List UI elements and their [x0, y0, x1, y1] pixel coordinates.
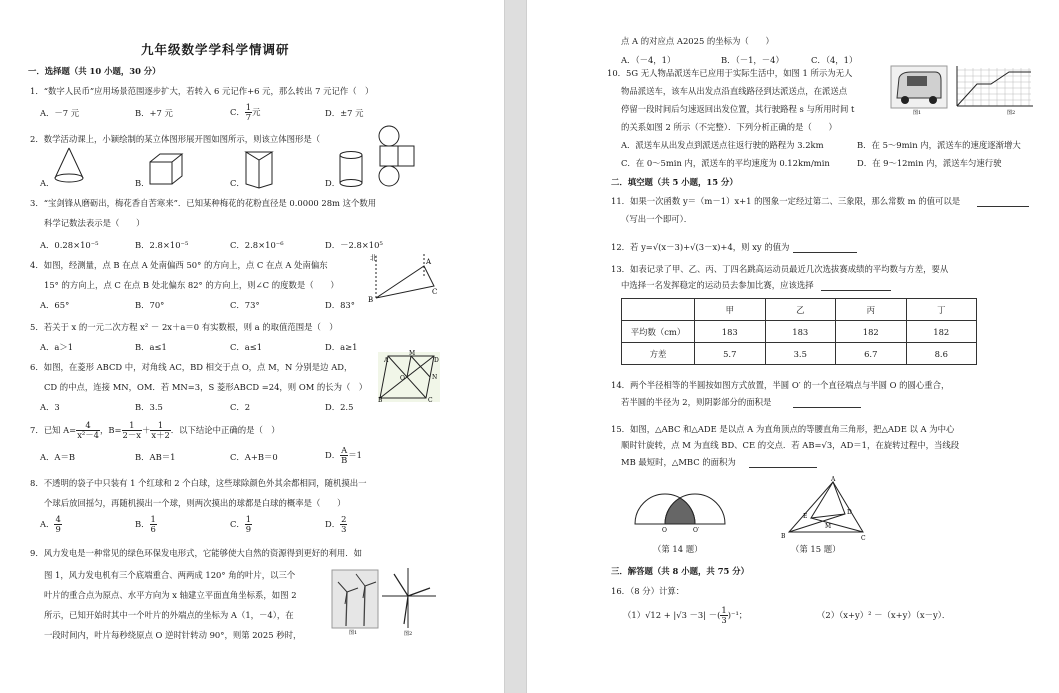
- q4-line1: 4．如图，经测量，点 B 在点 A 处南偏西 50° 的方向上，点 C 在点 A 处南偏东: [30, 260, 328, 270]
- q4-option-a: A．65°: [40, 300, 70, 310]
- q9-line1: 9．风力发电是一种常见的绿色环保发电形式，它能够使大自然的资源得到更好的利用．如: [30, 548, 362, 558]
- q10-vehicle-photo: [891, 66, 947, 114]
- q15-fig-a-label: A: [831, 476, 836, 483]
- q13-line1: 13．如表记录了甲、乙、丙、丁四名跳高运动员最近几次选拔赛成绩的平均数与方差，要从: [611, 264, 949, 274]
- q9-option-b: B．（－1，－4）: [721, 55, 784, 65]
- q6-fig-o-label: O: [400, 375, 405, 382]
- q14-figure-caption: （第 14 题）: [653, 544, 703, 554]
- page-gap: [504, 0, 527, 693]
- q15-line3: MB 最短时，△MBC 的面积为: [621, 457, 736, 467]
- q10-option-d: D．在 9～12min 内，派送车匀速行驶: [857, 158, 1002, 168]
- q8-option-b: B． $\frac{1}{6}$: [135, 514, 156, 534]
- q3-option-c: C．2.8×10⁻⁶: [230, 240, 284, 250]
- q9-line4: 所示，已知开始时其中一个叶片的外端点的坐标为 A（1，－4），在: [44, 610, 294, 620]
- q10-fig1-label: 图1: [913, 110, 922, 116]
- table-header-cell: 丁: [906, 299, 977, 321]
- q7-option-c: C．A+B＝0: [230, 452, 278, 462]
- q5-option-b: B．a≤1: [135, 342, 167, 352]
- q10-line2: 物品派送车，该车从出发点沿直线路径到达派送点，在派送点: [621, 86, 848, 96]
- q11-line1: 11．如果一次函数 y＝（m－1）x+1 的图象一定经过第二、三象限，那么常数 m 的值可以是: [611, 196, 961, 206]
- q9-line2: 图 1，风力发电机有三个底端重合、两两成 120° 角的叶片，以三个: [44, 570, 296, 580]
- q2-stem: 2．数学活动课上，小颖绘制的某立体图形展开图如图所示，则该立体图形是（: [30, 134, 321, 144]
- q2-net-figure: [376, 124, 416, 188]
- table-cell: 183: [765, 321, 836, 343]
- q10-line4: 的关系如图 2 所示（不完整）．下列分析正确的是（ ）: [621, 122, 837, 132]
- q14-line2: 若半圆的半径为 2，则阴影部分的面积是: [621, 397, 772, 407]
- q2-option-a: A．: [40, 178, 55, 188]
- q4-line2: 15° 的方向上，点 C 在点 B 处北偏东 82° 的方向上，则∠C 的度数是（ ）: [44, 280, 339, 290]
- q3-option-d: D．－2.8×10⁵: [325, 240, 383, 250]
- table-cell: 方差: [622, 343, 695, 365]
- q2-cylinder-icon: [338, 150, 364, 190]
- q5-option-d: D．a≥1: [325, 342, 358, 352]
- q9-turbine-photo: [332, 570, 378, 634]
- q10-distance-time-graph: [951, 64, 1035, 116]
- q8-option-d: D． $\frac{2}{3}$: [325, 514, 347, 534]
- q4-fig-c-label: C: [432, 288, 438, 296]
- q9-option-c: C．（4，1）: [811, 55, 858, 65]
- q10-option-c: C．在 0～5min 内，派送车的平均速度为 0.12km/min: [621, 158, 830, 168]
- q16-part1: （1）√12 + |√3 －3| －( $\frac{1}{3}$ )⁻¹；: [623, 605, 748, 625]
- q11-answer-blank: [977, 206, 1029, 207]
- q5-stem: 5．若关于 x 的一元二次方程 x² － 2x＋a＝0 有实数根，则 a 的取值范围是（ ）: [30, 322, 338, 332]
- q14-answer-blank: [793, 407, 861, 408]
- table-cell: 182: [836, 321, 907, 343]
- section-choice-heading: 一．选择题（共 10 小题，30 分）: [28, 66, 161, 76]
- q3-line2: 科学记数法表示是（ ）: [44, 218, 145, 228]
- q6-line2: CD 的中点，连接 MN，OM．若 MN=3，S 菱形ABCD =24，则 OM 的长为（ ）: [44, 382, 368, 392]
- q6-fig-m-label: M: [409, 350, 416, 357]
- q4-option-d: D．83°: [325, 300, 355, 310]
- table-header-cell: 甲: [695, 299, 766, 321]
- right-page: [527, 0, 1059, 693]
- q2-cube-icon: [148, 152, 184, 188]
- table-cell: 8.6: [906, 343, 977, 365]
- left-page: [0, 0, 504, 693]
- q8-line1: 8．不透明的袋子中只装有 1 个红球和 2 个白球，这些球除颜色外其余都相同，随机摸出一: [30, 478, 367, 488]
- q6-line1: 6．如图，在菱形 ABCD 中，对角线 AC，BD 相交于点 O，点 M，N 分别是边 AD，: [30, 362, 353, 372]
- q10-option-a: A．派送车从出发点到派送点往返行驶的路程为 3.2km: [621, 140, 824, 150]
- q6-option-b: B．3.5: [135, 402, 163, 412]
- q15-fig-e-label: E: [803, 513, 808, 520]
- q6-fig-d-label: D: [434, 357, 439, 364]
- q4-fig-north-label: 北: [370, 254, 377, 262]
- q4-option-c: C．73°: [230, 300, 260, 310]
- q16-stem: 16．（8 分）计算：: [611, 586, 685, 596]
- q12-stem: 12．若 y=√(x－3)+√(3－x)+4，则 xy 的值为: [611, 242, 790, 252]
- section-answer-heading: 三．解答题（共 8 小题，共 75 分）: [611, 566, 750, 576]
- q9-line5: 一段时间内，叶片每秒绕原点 O 逆时针转动 90°，则第 2025 秒时，: [44, 630, 302, 640]
- q10-fig2-label: 图2: [1007, 110, 1016, 116]
- q15-line1: 15．如图，△ABC 和△ADE 是以点 A 为直角顶点的等腰直角三角形，把△ADE 以 A 为中心: [611, 424, 955, 434]
- q10-line3: 停留一段时间后匀速返回出发位置，其行驶路程 s 与所用时间 t: [621, 104, 855, 114]
- table-header-cell: 乙: [765, 299, 836, 321]
- q14-fig-o-label: O: [662, 527, 667, 534]
- q4-option-b: B．70°: [135, 300, 165, 310]
- q11-line2: （写出一个即可）．: [621, 214, 693, 224]
- q9-line3: 叶片的重合点为原点、水平方向为 x 轴建立平面直角坐标系，如图 2: [44, 590, 297, 600]
- q14-line1: 14．两个半径相等的半圆按如图方式放置，半圆 O′ 的一个直径端点与半圆 O 的圆心重合，: [611, 380, 950, 390]
- q15-fig-d-label: D: [847, 509, 852, 516]
- q6-fig-b-label: B: [378, 397, 383, 404]
- q15-fig-c-label: C: [861, 535, 866, 542]
- q7-option-d: D． $\frac{A}{B}$ ＝1: [325, 445, 362, 465]
- q9-fig2-label: 图2: [404, 631, 413, 637]
- table-row: [622, 321, 977, 343]
- q3-option-b: B．2.8×10⁻⁵: [135, 240, 189, 250]
- q9-coordinate-figure: [380, 566, 438, 636]
- q13-answer-blank: [821, 290, 891, 291]
- q2-option-d: D．: [325, 178, 341, 188]
- q5-option-a: A．a＞1: [40, 342, 74, 352]
- q8-option-a: A． $\frac{4}{9}$: [40, 514, 61, 534]
- q4-bearing-figure: [368, 252, 438, 304]
- q10-option-b: B．在 5～9min 内，派送车的速度逐渐增大: [857, 140, 1021, 150]
- q2-cone-icon: [52, 146, 86, 186]
- table-header-cell: [622, 299, 695, 321]
- q2-option-c: C．: [230, 178, 245, 188]
- q6-fig-c-label: C: [428, 397, 433, 404]
- q15-fig-m-label: M: [825, 523, 832, 530]
- table-cell: 6.7: [836, 343, 907, 365]
- q1-option-b: B．+7 元: [135, 108, 173, 118]
- q4-fig-a-label: A: [426, 258, 432, 266]
- q2-option-b: B．: [135, 178, 150, 188]
- q12-answer-blank: [793, 252, 857, 253]
- q1-option-d: D．±7 元: [325, 108, 364, 118]
- q1-option-a: A．－7 元: [40, 108, 80, 118]
- q1-stem: 1．“数字人民币”应用场景范围逐步扩大，若转入 6 元记作+6 元，那么转出 7 元记作（ ）: [30, 86, 374, 96]
- q5-option-c: C．a≤1: [230, 342, 263, 352]
- q15-triangle-figure: [781, 478, 867, 542]
- table-cell: 3.5: [765, 343, 836, 365]
- table-cell: 183: [695, 321, 766, 343]
- q4-fig-b-label: B: [368, 296, 374, 304]
- q14-semicircle-figure: [631, 480, 731, 532]
- q7-option-a: A．A＝B: [40, 452, 76, 462]
- q15-answer-blank: [749, 467, 817, 468]
- q13-score-table: [621, 298, 977, 365]
- q15-figure-caption: （第 15 题）: [791, 544, 841, 554]
- q10-line1: 10．5G 无人物品派送车已应用于实际生活中，如图 1 所示为无人: [607, 68, 853, 78]
- table-header-row: [622, 299, 977, 321]
- q1-option-c: C． $\frac{1}{7}$ 元: [230, 102, 261, 122]
- q7-option-b: B．AB＝1: [135, 452, 176, 462]
- q6-fig-a-label: A: [384, 357, 389, 364]
- q15-fig-b-label: B: [781, 533, 786, 540]
- q2-prism-icon: [242, 148, 276, 190]
- q6-option-d: D．2.5: [325, 402, 354, 412]
- q9-continued-line: 点 A 的对应点 A2025 的坐标为（ ）: [621, 36, 774, 46]
- table-cell: 平均数（cm）: [622, 321, 695, 343]
- q9-fig1-label: 图1: [349, 630, 358, 636]
- q6-fig-n-label: N: [432, 374, 438, 381]
- table-cell: 182: [906, 321, 977, 343]
- q8-line2: 个球后放回摇匀，再随机摸出一个球，则两次摸出的球都是白球的概率是（ ）: [44, 498, 346, 508]
- q15-line2: 顺时针旋转，点 M 为直线 BD、CE 的交点．若 AB=√3，AD＝1，在旋转过程中，当线段: [621, 440, 960, 450]
- q14-fig-o2-label: O′: [693, 527, 700, 534]
- q16-part2: （2）（x+y）² －（x+y）（x－y）．: [817, 610, 951, 620]
- q8-option-c: C． $\frac{1}{9}$: [230, 514, 252, 534]
- q7-stem: 7．已知 A= $\frac{4}{\text{x²－4}}$ ，B= $\frac{1}{2-x}$ ＋ $\frac{1}{x+2}$ ．以下结论中正确的是（ ）: [30, 420, 280, 440]
- table-cell: 5.7: [695, 343, 766, 365]
- q9-option-a: A．（－4，1）: [621, 55, 676, 65]
- table-header-cell: 丙: [836, 299, 907, 321]
- page-title: 九年级数学学科学情调研: [141, 42, 290, 57]
- table-row: [622, 343, 977, 365]
- q3-option-a: A．0.28×10⁻⁵: [40, 240, 99, 250]
- q6-option-c: C．2: [230, 402, 251, 412]
- q13-line2: 中选择一名发挥稳定的运动员去参加比赛，应该选择: [621, 280, 814, 290]
- section-fill-heading: 二．填空题（共 5 小题，15 分）: [611, 177, 738, 187]
- q6-option-a: A．3: [40, 402, 60, 412]
- q3-line1: 3．“宝剑锋从磨砺出，梅花香自苦寒来”．已知某种梅花的花粉直径是 0.0000 28m 这个数用: [30, 198, 377, 208]
- q6-rhombus-figure: [378, 352, 440, 402]
